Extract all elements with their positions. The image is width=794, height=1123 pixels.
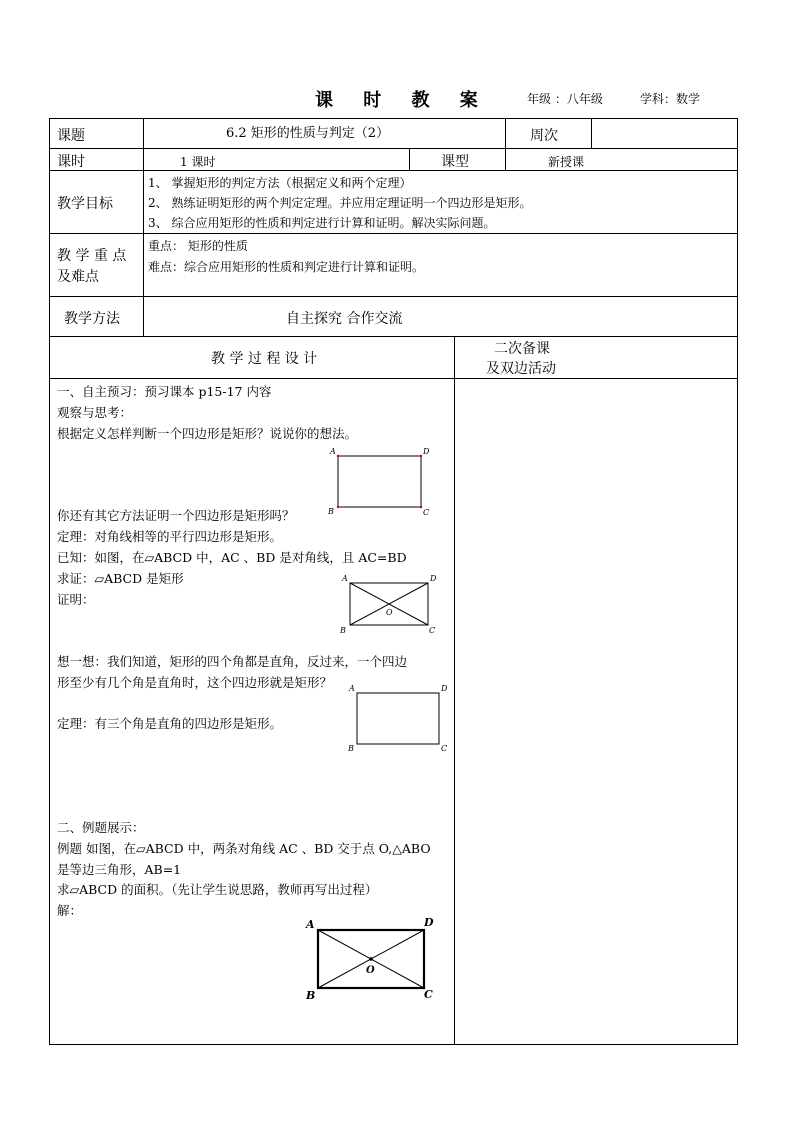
example-line1: 例题 如图，在▱ABCD 中，两条对角线 AC 、BD 交于点 O,△ABO <box>57 841 431 856</box>
rectangle-figure-3 <box>344 680 454 755</box>
vertex-label-a: A <box>349 684 355 693</box>
theorem-three-right-angles: 定理：有三个角是直角的四边形是矩形。 <box>57 716 283 731</box>
example-line3: 求▱ABCD 的面积。（先让学生说思路，教师再写出过程） <box>57 882 378 897</box>
goals-label: 教学目标 <box>57 196 113 212</box>
page-title: 课 时 教 案 <box>315 90 490 111</box>
topic-value: 6.2 矩形的性质与判定（2） <box>226 126 390 141</box>
given-statement: 已知：如图，在▱ABCD 中，AC 、BD 是对角线，且 AC=BD <box>57 550 407 565</box>
goal-item-1: 1、 掌握矩形的判定方法（根据定义和两个定理） <box>148 176 412 190</box>
proof-label: 证明： <box>57 592 95 607</box>
section-preview-heading: 一、自主预习：预习课本 p15-17 内容 <box>57 384 272 399</box>
goal-item-2: 2、 熟练证明矩形的两个判定定理。并应用定理证明一个四边形是矩形。 <box>148 196 532 210</box>
rectangle-figure-1 <box>325 443 435 518</box>
hours-label: 课时 <box>57 154 85 170</box>
vertex-label-d: D <box>441 684 448 693</box>
method-label: 教学方法 <box>64 311 120 327</box>
example-line2: 是等边三角形，AB=1 <box>57 862 182 877</box>
section-example-heading: 二、例题展示： <box>57 820 145 835</box>
vertex-label-a: A <box>342 574 348 583</box>
type-value: 新授课 <box>548 155 585 169</box>
example-rectangle-figure <box>300 914 445 1004</box>
vertex-label-c: C <box>423 508 430 517</box>
type-label: 课型 <box>441 154 469 170</box>
side-heading-line1: 二次备课 <box>494 341 550 357</box>
think-question-line1: 想一想：我们知道，矩形的四个角都是直角，反过来，一个四边 <box>57 654 408 669</box>
keypoint-difficulty: 难点：综合应用矩形的性质和判定进行计算和证明。 <box>148 260 425 274</box>
vertex-label-b: B <box>328 507 334 516</box>
center-label-o: O <box>386 608 393 617</box>
think-question-line2: 形至少有几个角是直角时，这个四边形就是矩形？ <box>57 675 333 690</box>
vertex-label-d: D <box>423 447 430 456</box>
vertex-label-b: B <box>306 989 316 1002</box>
observe-heading: 观察与思考： <box>57 405 133 420</box>
topic-label: 课题 <box>57 128 85 144</box>
method-value: 自主探究 合作交流 <box>286 311 403 327</box>
prove-statement: 求证：▱ABCD 是矩形 <box>57 571 184 586</box>
question-definition: 根据定义怎样判断一个四边形是矩形？说说你的想法。 <box>57 426 358 441</box>
process-heading: 教 学 过 程 设 计 <box>211 351 318 367</box>
keypoints-label-line2: 及难点 <box>57 269 99 285</box>
side-heading-line2: 及双边活动 <box>486 361 556 377</box>
vertex-label-b: B <box>340 626 346 635</box>
rectangle-diagonals-figure-2 <box>337 570 447 638</box>
solution-label: 解： <box>57 903 83 918</box>
vertex-label-d: D <box>430 574 437 583</box>
hours-value: 1 课时 <box>180 155 216 169</box>
goal-item-3: 3、 综合应用矩形的性质和判定进行计算和证明。解决实际问题。 <box>148 216 496 230</box>
vertex-label-c: C <box>441 744 448 753</box>
vertex-label-d: D <box>424 916 434 929</box>
theorem-diagonals: 定理：对角线相等的平行四边形是矩形。 <box>57 529 283 544</box>
center-label-o: O <box>366 965 375 976</box>
keypoints-label-line1: 教 学 重 点 <box>57 248 127 264</box>
question-other-methods: 你还有其它方法证明一个四边形是矩形吗？ <box>57 508 295 523</box>
vertex-label-c: C <box>424 988 433 1001</box>
week-label: 周次 <box>530 128 558 144</box>
keypoint-focus: 重点： 矩形的性质 <box>148 239 248 253</box>
vertex-label-a: A <box>306 918 315 931</box>
vertex-label-a: A <box>330 447 336 456</box>
subject-label: 学科：数学 <box>640 92 701 106</box>
grade-label: 年级 ：八年级 <box>527 92 603 106</box>
vertex-label-c: C <box>429 626 436 635</box>
vertex-label-b: B <box>348 744 354 753</box>
